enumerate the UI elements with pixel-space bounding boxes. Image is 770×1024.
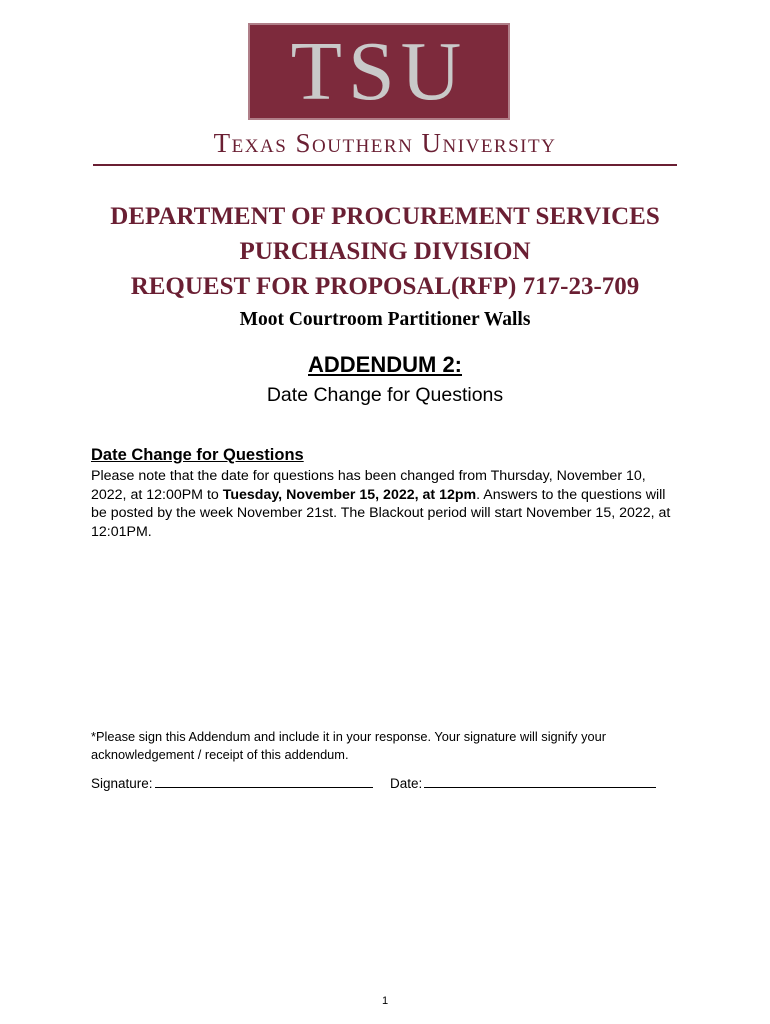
addendum-subtitle: Date Change for Questions (266, 384, 504, 406)
signature-field (91, 774, 373, 791)
addendum-title: ADDENDUM 2: (308, 352, 462, 377)
body-text-end: . Answers to the questions will be posted by the week November 21st. The Blackout period will start November 15, 2022, at 12:01PM. (91, 486, 671, 540)
section-body (91, 467, 671, 541)
tsu-logo (248, 23, 510, 120)
signature-line (155, 774, 373, 788)
university-name: Texas Southern University (213, 128, 557, 158)
page-number: 1 (381, 995, 389, 1007)
signature-note: *Please sign this Addendum and include it in your response. Your signature will signify your acknowledgement / receipt of this addendum. (91, 729, 607, 762)
header-divider (93, 164, 677, 166)
date-line (424, 774, 656, 788)
division-heading: PURCHASING DIVISION (239, 238, 531, 265)
rfp-heading: REQUEST FOR PROPOSAL(RFP) 717-23-709 (130, 273, 640, 300)
date-field (390, 774, 656, 791)
signature-label: Signature: (91, 776, 153, 791)
logo-text: TSU (290, 24, 468, 118)
body-text-start: Please note that the date for questions has been changed from Thursday, November 10, 2022, at 12:00PM to (91, 468, 646, 503)
section-title: Date Change for Questions (91, 446, 304, 464)
department-heading: DEPARTMENT OF PROCUREMENT SERVICES (110, 203, 660, 230)
body-text-bold: Tuesday, November 15, 2022, at 12pm (222, 486, 477, 503)
date-label: Date: (390, 776, 423, 791)
rfp-subject: Moot Courtroom Partitioner Walls (239, 309, 531, 330)
